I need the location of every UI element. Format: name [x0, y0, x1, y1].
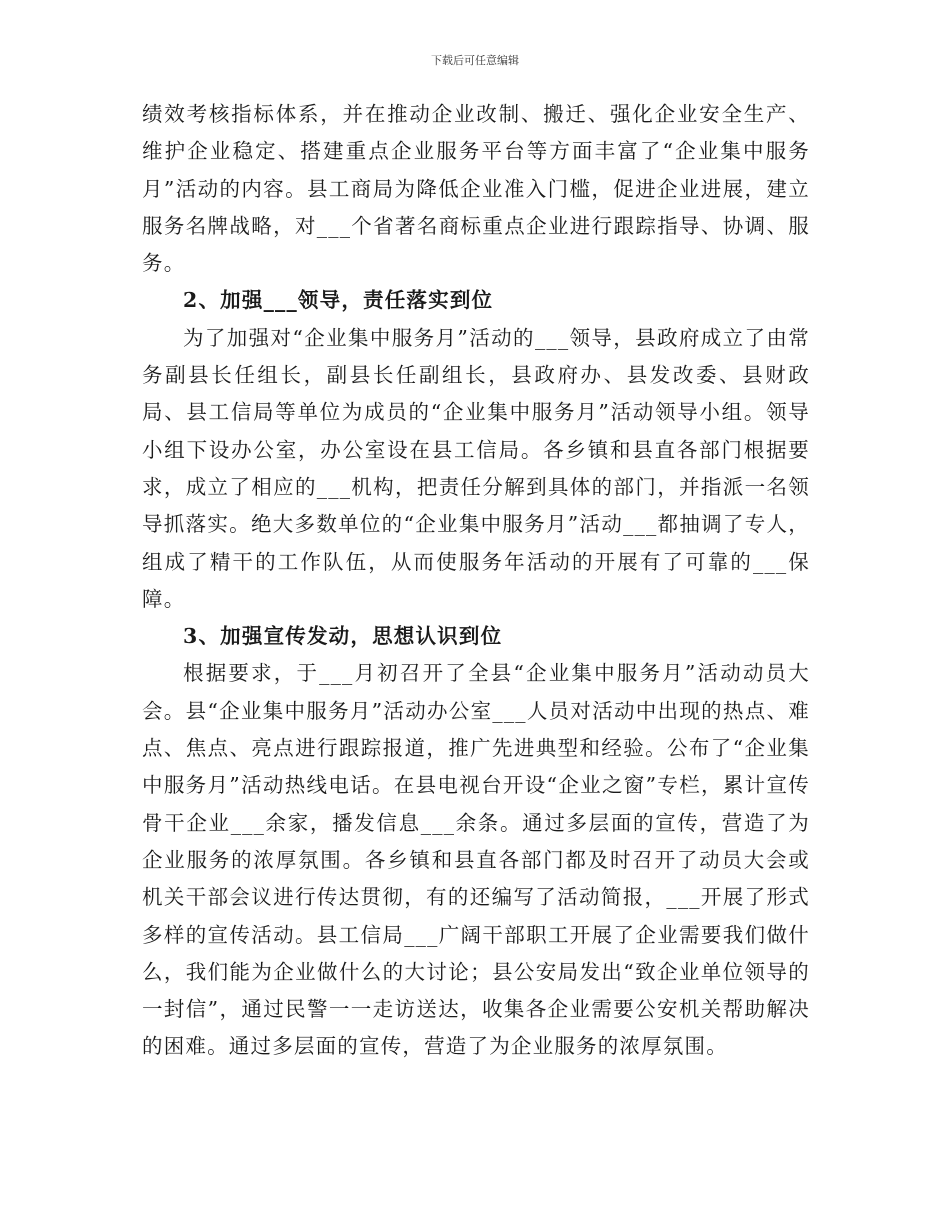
document-body — [142, 96, 810, 1066]
paragraph-2: 为了加强对“企业集中服务月”活动的___领导，县政府成立了由常务副县长任组长，副县长任副组长，县政府办、县发改委、县财政局、县工信局等单位为成员的“企业集中服务月”活动领导小组。领导小组下设办公室，办公室设在县工信局。各乡镇和县直各部门根据要求，成立了相应的___机构，把责任分解到具体的部门，并指派一名领导抓落实。绝大多数单位的“企业集中服务月”活动___都抽调了专人，组成了精干的工作队伍，从而使服务年活动的开展有了可靠的___保障。 — [142, 325, 810, 611]
paragraph-1: 绩效考核指标体系，并在推动企业改制、搬迁、强化企业安全生产、维护企业稳定、搭建重点企业服务平台等方面丰富了“企业集中服务月”活动的内容。县工商局为降低企业准入门槛，促进企业进展，建立服务名牌战略，对___个省著名商标重点企业进行跟踪指导、协调、服务。 — [142, 102, 810, 276]
page-header: 下载后可任意编辑 — [431, 54, 519, 67]
paragraph-3: 根据要求，于___月初召开了全县“企业集中服务月”活动动员大会。县“企业集中服务月”活动办公室___人员对活动中出现的热点、难点、焦点、亮点进行跟踪报道，推广先进典型和经验。公布了“企业集中服务月”活动热线电话。在县电视台开设“企业之窗”专栏，累计宣传骨干企业___余家，播发信息___余条。通过多层面的宣传，营造了为企业服务的浓厚氛围。各乡镇和县直各部门都及时召开了动员大会或机关干部会议进行传达贯彻，有的还编写了活动简报，___开展了形式多样的宣传活动。县工信局___广阔干部职工开展了企业需要我们做什么，我们能为企业做什么的大讨论；县公安局发出“致企业单位领导的一封信”，通过民警一一走访送达，收集各企业需要公安机关帮助解决的困难。通过多层面的宣传，营造了为企业服务的浓厚氛围。 — [142, 661, 810, 1059]
section-heading-2: 2、加强___领导，责任落实到位 — [183, 288, 494, 313]
section-heading-3: 3、加强宣传发动，思想认识到位 — [183, 624, 503, 649]
